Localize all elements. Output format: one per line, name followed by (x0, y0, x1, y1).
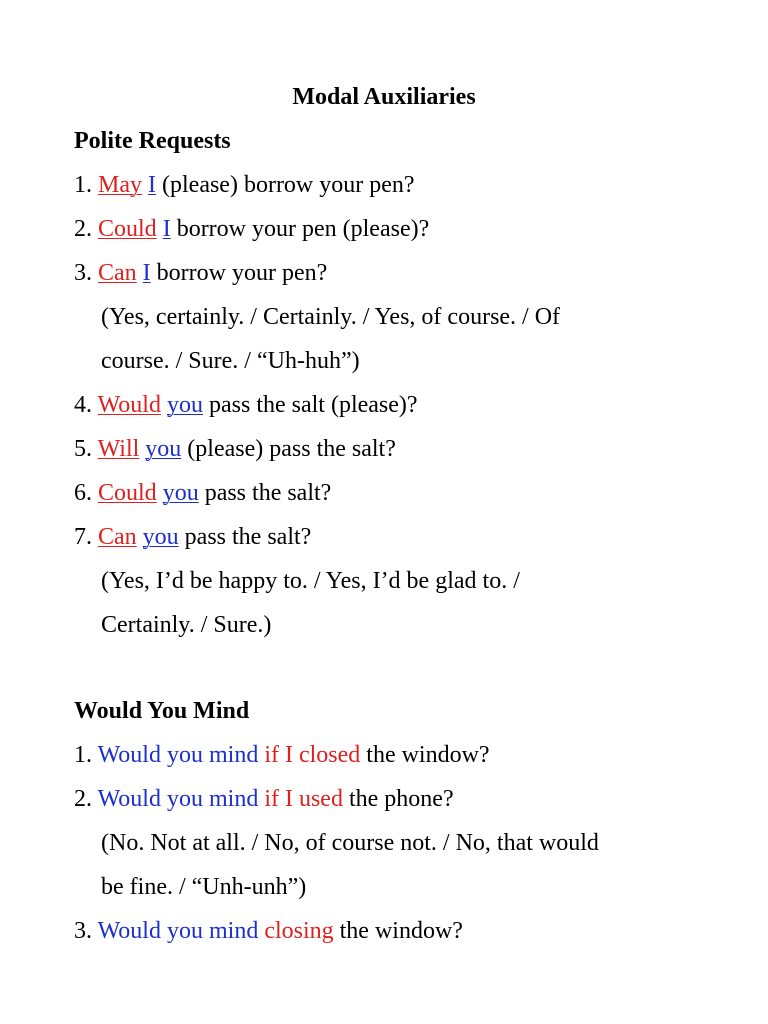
item-number: 2. (74, 216, 92, 242)
would-you-mind-heading: Would You Mind (74, 698, 250, 724)
item-number: 5. (74, 436, 92, 462)
polite-item-5 (74, 435, 396, 463)
item-rest: the window? (339, 918, 463, 944)
item-rest: pass the salt? (184, 524, 312, 550)
item-number: 1. (74, 742, 92, 768)
item-number: 6. (74, 480, 92, 506)
polite-item-7 (74, 523, 311, 551)
item-rest: borrow your pen (please)? (176, 216, 430, 242)
modal-word: Would (97, 392, 161, 418)
modal-word: Can (98, 260, 137, 286)
item-rest: the phone? (348, 786, 454, 812)
answers-i-line-2: course. / Sure. / “Uh-huh”) (101, 348, 360, 374)
answers-you-line-2: Certainly. / Sure.) (101, 612, 272, 638)
item-rest: pass the salt (please)? (208, 392, 418, 418)
modal-word: Can (98, 524, 137, 550)
item-rest: (please) pass the salt? (187, 436, 396, 462)
item-number: 4. (74, 392, 92, 418)
item-rest: pass the salt? (204, 480, 332, 506)
mind-verb: if I closed (264, 742, 361, 768)
item-rest: the window? (366, 742, 490, 768)
modal-word: Will (97, 436, 140, 462)
subject-word: I (162, 216, 171, 242)
item-number: 2. (74, 786, 92, 812)
polite-item-6 (74, 479, 331, 507)
mind-answers-line-2: be fine. / “Unh-unh”) (101, 874, 307, 900)
polite-requests-heading: Polite Requests (74, 128, 231, 154)
answers-i-line-1: (Yes, certainly. / Certainly. / Yes, of course. / Of (101, 304, 561, 330)
item-rest: borrow your pen? (156, 260, 328, 286)
mind-verb: closing (264, 918, 334, 944)
mind-item-1 (74, 741, 490, 769)
subject-word: you (145, 436, 182, 462)
item-number: 3. (74, 918, 92, 944)
polite-item-3 (74, 259, 327, 287)
item-number: 3. (74, 260, 92, 286)
answers-you-line-1: (Yes, I’d be happy to. / Yes, I’d be glad to. / (101, 568, 520, 594)
mind-verb: if I used (264, 786, 343, 812)
modal-word: May (98, 172, 142, 198)
subject-word: you (142, 524, 179, 550)
item-number: 7. (74, 524, 92, 550)
subject-word: you (166, 392, 203, 418)
mind-phrase: Would you mind (97, 786, 259, 812)
page-title: Modal Auxiliaries (292, 84, 476, 110)
polite-item-4 (74, 391, 418, 419)
modal-word: Could (98, 216, 157, 242)
mind-answers-line-1: (No. Not at all. / No, of course not. / No, that would (101, 830, 599, 856)
polite-item-2 (74, 215, 429, 243)
item-rest: (please) borrow your pen? (162, 172, 415, 198)
item-number: 1. (74, 172, 92, 198)
modal-word: Could (98, 480, 157, 506)
mind-item-3 (74, 917, 463, 945)
mind-phrase: Would you mind (97, 918, 259, 944)
subject-word: you (162, 480, 199, 506)
subject-word: I (148, 172, 156, 198)
mind-item-2 (74, 785, 454, 813)
mind-phrase: Would you mind (97, 742, 259, 768)
polite-item-1 (74, 171, 415, 199)
subject-word: I (142, 260, 151, 286)
